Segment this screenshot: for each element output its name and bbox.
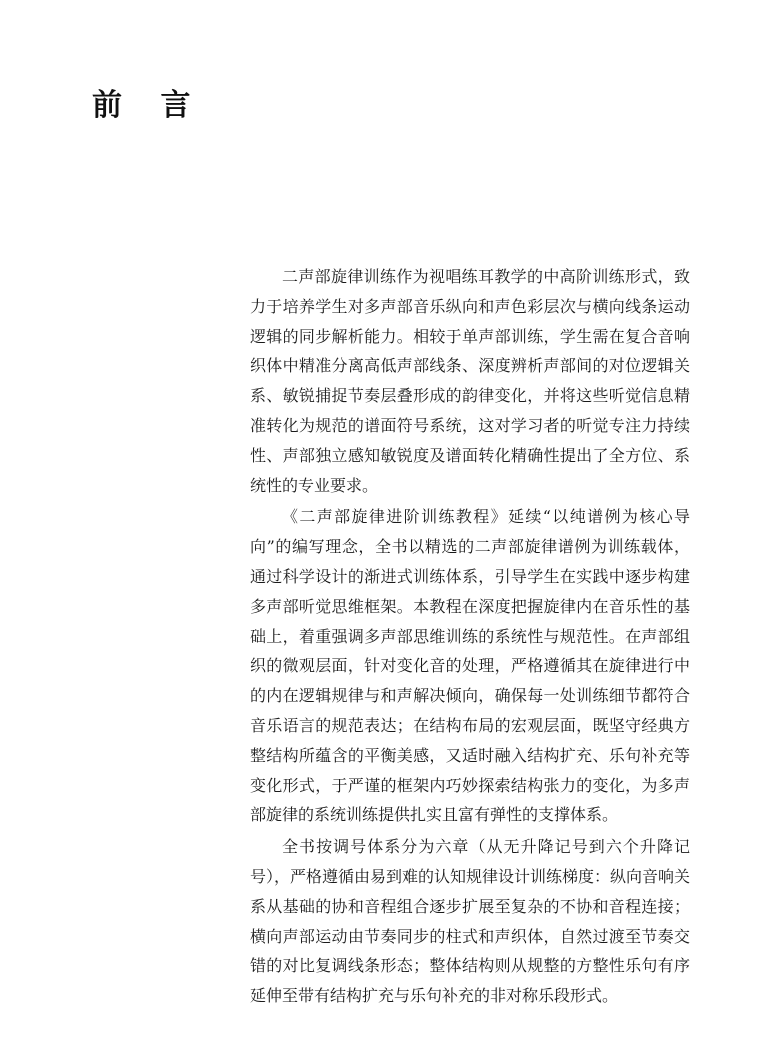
paragraph-3: 全书按调号体系分为六章（从无升降记号到六个升降记号），严格遵循由易到难的认知规律设计训练梯度：纵向音响关系从基础的协和音程组合逐步扩展至复杂的不协和音程连接；横向声部运动由节奏同步的柱式和声织体，自然过渡至节奏交错的对比复调线条形态；整体结构则从规整的方整性乐句有序延伸至带有结构扩充与乐句补充的非对称乐段形式。 [250,837,691,1006]
preface-body [250,262,690,1013]
paragraph-2: 《二声部旋律进阶训练教程》延续“以纯谱例为核心导向”的编写理念，全书以精选的二声部旋律谱例为训练载体，通过科学设计的渐进式训练体系，引导学生在实践中逐步构建多声部听觉思维框架。本教程在深度把握旋律内在音乐性的基础上，着重强调多声部思维训练的系统性与规范性。在声部组织的微观层面，针对变化音的处理，严格遵循其在旋律进行中的内在逻辑规律与和声解决倾向，确保每一处训练细节都符合音乐语言的规范表达；在结构布局的宏观层面，既坚守经典方整结构所蕴含的平衡美感，又适时融入结构扩充、乐句补充等变化形式，于严谨的框架内巧妙探索结构张力的变化，为多声部旋律的系统训练提供扎实且富有弹性的支撑体系。 [250,507,690,825]
paragraph-1: 二声部旋律训练作为视唱练耳教学的中高阶训练形式，致力于培养学生对多声部音乐纵向和声色彩层次与横向线条运动逻辑的同步解析能力。相较于单声部训练，学生需在复合音响织体中精准分离高低声部线条、深度辨析声部间的对位逻辑关系、敏锐捕捉节奏层叠形成的韵律变化，并将这些听觉信息精准转化为规范的谱面符号系统，这对学习者的听觉专注力持续性、声部独立感知敏锐度及谱面转化精确性提出了全方位、系统性的专业要求。 [250,267,690,495]
page-title: 前 言 [92,88,205,123]
